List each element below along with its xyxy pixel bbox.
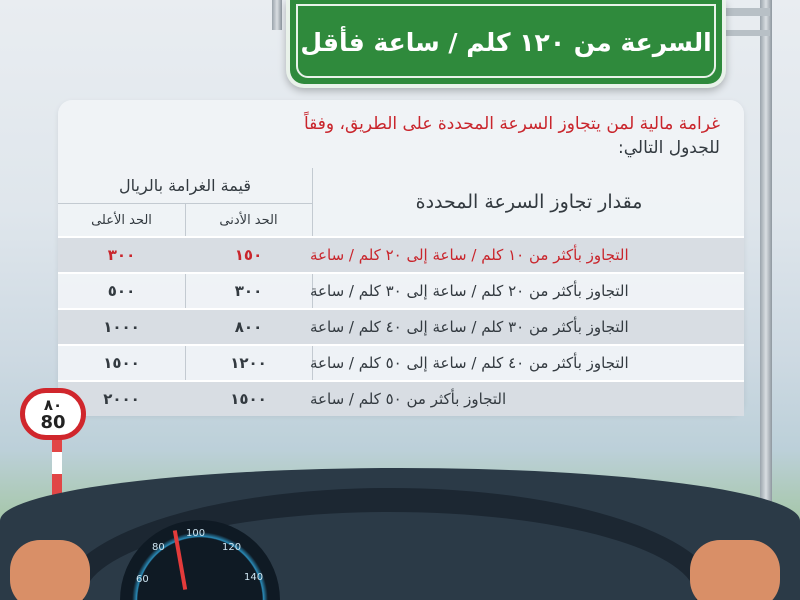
speed-sign-arabic: ٨٠: [43, 396, 63, 414]
table-row: [58, 272, 744, 308]
row-description: التجاوز بأكثر من ٥٠ كلم / ساعة: [310, 390, 507, 408]
header-max: الحد الأعلى: [91, 212, 152, 228]
table-row: [58, 236, 744, 272]
row-max-fine: ٥٠٠: [107, 282, 136, 300]
table-body: [58, 236, 744, 416]
row-max-fine: ١٥٠٠: [103, 354, 140, 372]
gauge-label-80: 80: [152, 542, 165, 553]
row-description: التجاوز بأكثر من ٤٠ كلم / ساعة إلى ٥٠ كلم / ساعة: [310, 354, 629, 372]
gauge-label-140: 140: [244, 572, 264, 583]
fine-table-card: [58, 100, 744, 414]
header-min: الحد الأدنى: [219, 212, 278, 228]
row-max-fine: ٢٠٠٠: [103, 390, 140, 408]
header-speed-excess: مقدار تجاوز السرعة المحددة: [415, 191, 643, 213]
speed-limit-road-sign: [286, 0, 726, 88]
row-min-fine: ٨٠٠: [234, 318, 263, 336]
speed-limit-sign: [20, 388, 86, 440]
gauge-label-60: 60: [136, 574, 149, 585]
table-row: [58, 308, 744, 344]
table-row: [58, 380, 744, 416]
row-min-fine: ٣٠٠: [234, 282, 263, 300]
row-min-fine: ١٥٠٠: [230, 390, 267, 408]
row-max-fine: ٣٠٠: [107, 246, 136, 264]
gauge-label-120: 120: [222, 542, 242, 553]
row-min-fine: ١٢٠٠: [230, 354, 267, 372]
row-min-fine: ١٥٠: [234, 246, 263, 264]
gauge-label-100: 100: [186, 528, 206, 539]
sign-pole-left: [272, 0, 282, 30]
table-row: [58, 344, 744, 380]
intro-text: [80, 112, 720, 160]
speed-sign-latin: 80: [40, 412, 66, 433]
left-hand: [10, 540, 90, 600]
table-header: [58, 168, 744, 236]
row-description: التجاوز بأكثر من ٢٠ كلم / ساعة إلى ٣٠ كلم / ساعة: [310, 282, 629, 300]
header-fine-value: قيمة الغرامة بالريال: [58, 168, 312, 204]
intro-line-1: غرامة مالية لمن يتجاوز السرعة المحددة على الطريق، وفقاً: [303, 114, 720, 134]
row-description: التجاوز بأكثر من ١٠ كلم / ساعة إلى ٢٠ كلم / ساعة: [310, 246, 629, 264]
right-hand: [690, 540, 780, 600]
row-max-fine: ١٠٠٠: [103, 318, 140, 336]
intro-line-2: للجدول التالي:: [618, 138, 720, 158]
road-sign-title: السرعة من ١٢٠ كلم / ساعة فأقل: [300, 27, 712, 57]
row-description: التجاوز بأكثر من ٣٠ كلم / ساعة إلى ٤٠ كلم / ساعة: [310, 318, 629, 336]
